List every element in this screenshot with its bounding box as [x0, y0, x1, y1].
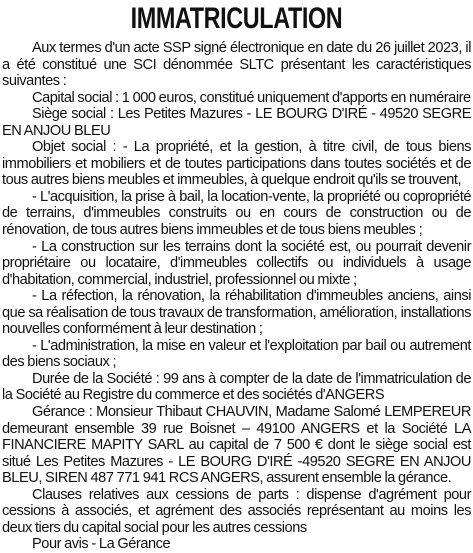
purpose-construction-paragraph: - La construction sur les terrains dont la société est, ou pourrait devenir propriétaire ou locataire, d'immeubles collectifs ou individuels à usage d'habitation, commercial, industriel, professionnel ou mixte ; [2, 238, 471, 288]
signature-paragraph: Pour avis - La Gérance [32, 536, 171, 553]
notice-title: IMMATRICULATION [130, 2, 343, 35]
purpose-paragraph: Objet social : - La propriété, et la gestion, à titre civil, de tous biens immobiliers et mobiliers et de toutes participations dans toutes sociétés et de tous autres biens meubles et immeubles, à quelque endroit qu'ils se trouvent, [2, 139, 471, 189]
purpose-administration-paragraph: - L'administration, la mise en valeur et l'exploitation par bail ou autrement des biens sociaux ; [2, 337, 471, 371]
capital-paragraph: Capital social : 1 000 euros, constitué uniquement d'apports en numéraire [32, 89, 471, 106]
registered-office-paragraph: Siège social : Les Petites Mazures - LE BOURG D'IRÉ - 49520 SEGRE EN ANJOU BLEU [2, 106, 471, 139]
purpose-acquisition-paragraph: - L'acquisition, la prise à bail, la location-vente, la propriété ou copropriété de terrains, d'immeubles construits ou en cours de construction ou de rénovation, de tous autres biens immeubles et de tous biens meubles ; [2, 188, 471, 239]
notice-body [2, 40, 471, 553]
share-transfer-paragraph: Clauses relatives aux cessions de parts : dispense d'agrément pour cessions à associés, et agrément des associés représentant au moins les deux tiers du capital social pour les autres cessions [2, 486, 471, 536]
management-paragraph: Gérance : Monsieur Thibaut CHAUVIN, Madame Salomé LEMPEREUR demeurant ensemble 39 rue Boisnet – 49100 ANGERS et la Société LA FINANCIERE MAPITY SARL au capital de 7 500 € dont le siège social est situé Les Petites Mazures - LE BOURG D'IRÉ -49520 SEGRE EN ANJOU BLEU, SIREN 487 771 941 RCS ANGERS, assurent ensemble la gérance. [2, 404, 471, 487]
purpose-renovation-paragraph: - La réfection, la rénovation, la réhabilitation d'immeubles anciens, ainsi que sa réalisation de tous travaux de transformation, amélioration, installations nouvelles conformément à leur destination ; [2, 288, 471, 338]
intro-paragraph: Aux termes d'un acte SSP signé électronique en date du 26 juillet 2023, il a été constitué une SCI dénommée SLTC présentant les caractéristiques suivantes : [2, 40, 471, 90]
duration-paragraph: Durée de la Société : 99 ans à compter de la date de l'immatriculation de la Société au Registre du commerce et des sociétés d'ANGERS [2, 370, 471, 404]
